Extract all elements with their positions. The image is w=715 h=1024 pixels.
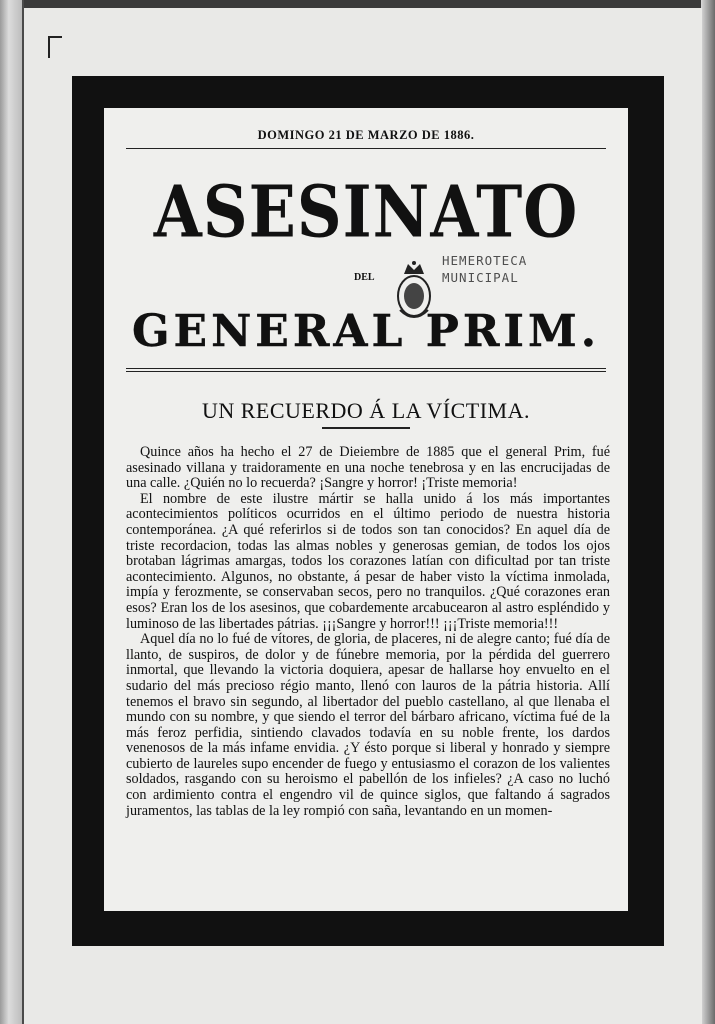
- printed-page: [104, 108, 628, 911]
- paragraph-1: Quince años ha hecho el 27 de Dieiembre de 1885 que el general Prim, fué asesinado villana y traidoramente en una noche tenebrosa y en las encrucijadas de una calle. ¿Quién no lo recuerda? ¡Sangre y horror! ¡Triste memoria!: [126, 444, 610, 492]
- book-spine-edge: [0, 0, 24, 1024]
- stamp-line-1: HEMEROTECA: [442, 253, 528, 268]
- paragraph-2: El nombre de este ilustre mártir se halla unido á los más importantes acontecimientos políticos ocurridos en el último periodo de nuestra historia contemporánea. ¿A qué referirlos si de todos son tan conocidos? En aquel día de triste recordacion, todas las almas nobles y generosas gemian, de todos los ojos brotaban lágrimas amargas, todos los corazones latían con dificultad por tan triste acontecimiento. Algunos, no obstante, á pesar de haber visto la víctima inmolada, impía y ferozmente, se conservaban secos, pero no tranquilos. ¿Qué corazones eran esos? Eran los de los asesinos, que cobardemente arcabucearon al astro espléndido y luminoso de las libertades pátrias. ¡¡¡Sangre y horror!!! ¡¡¡Triste memoria!!!: [126, 490, 610, 632]
- del-word: DEL: [354, 272, 375, 283]
- subheadline: GENERAL PRIM.: [131, 306, 601, 357]
- corner-mark: [48, 36, 62, 58]
- section-title: UN RECUERDO Á LA VÍCTIMA.: [201, 398, 531, 423]
- stamp-line-2: MUNICIPAL: [442, 270, 519, 285]
- article-body: [126, 445, 610, 819]
- paragraph-3: Aquel día no lo fué de vítores, de gloria, de placeres, ni de alegre canto; fué día de llanto, de suspiros, de dolor y de fúnebre memoria, por la pérdida del guerrero inmortal, que llevando la victoria doquiera, apesar de hallarse hoy envuelto en el sudario del más precioso régio manto, llenó con lauros de la pátria historia. Allí tenemos el bravo sin segundo, al libertador del pueblo castellano, al que llenaba el mundo con su nombre, y que siendo el terror del bárbaro africano, víctima fué de la más feroz perfidia, sintiendo clavados todavía en su noble frente, los dardos venenosos de la más infame envidia. ¿Y ésto porque si liberal y honrado y siempre cubierto de laureles supo encender de fuego y entusiasmo el corazon de los valientes soldados, rasgando con su heroismo el pabellón de los infieles? ¿A caso no luchó con ardimiento contra el engendro vil de quince siglos, que faltando á sagrados juramentos, las tablas de la ley rompió con saña, levantando en un momen-: [126, 631, 610, 819]
- title-underline: [322, 427, 410, 429]
- top-rule: [126, 148, 606, 149]
- double-rule-lower: [126, 371, 606, 372]
- headline: ASESINATO: [153, 169, 579, 254]
- double-rule-upper: [126, 368, 606, 369]
- scan-right-edge: [701, 0, 715, 1024]
- scan-top-edge: [0, 0, 715, 8]
- library-stamp: [442, 252, 564, 286]
- date-line: DOMINGO 21 DE MARZO DE 1886.: [257, 128, 475, 142]
